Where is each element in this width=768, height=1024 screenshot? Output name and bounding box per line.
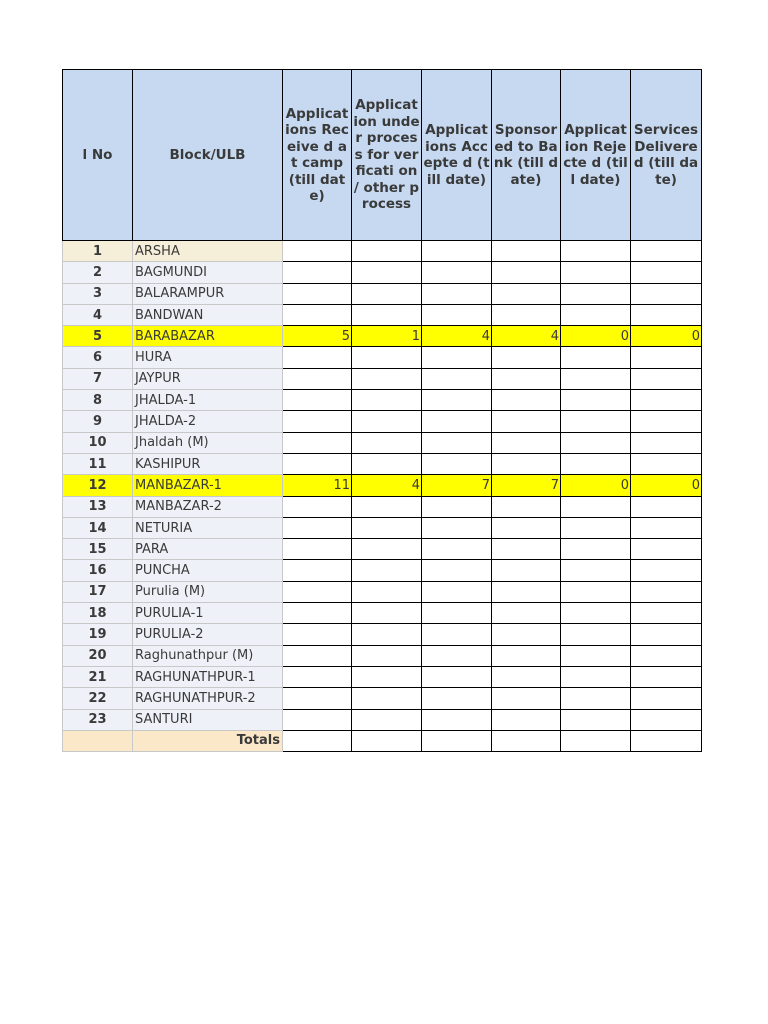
cell-block-name[interactable]: BARABAZAR bbox=[133, 326, 283, 347]
cell-block-name[interactable]: KASHIPUR bbox=[133, 453, 283, 474]
header-rejected-label: Applicat ion Rejecte d (till date) bbox=[563, 122, 628, 188]
cell-accepted[interactable] bbox=[422, 283, 492, 304]
cell-sl-no[interactable]: 9 bbox=[63, 411, 133, 432]
cell-block-name[interactable]: JAYPUR bbox=[133, 368, 283, 389]
cell-accepted[interactable] bbox=[422, 496, 492, 517]
header-received-label: Applicat ions Receive d at camp (till date) bbox=[285, 105, 349, 204]
cell-received[interactable] bbox=[283, 645, 352, 666]
cell-block-name[interactable]: RAGHUNATHPUR-1 bbox=[133, 666, 283, 687]
cell-accepted[interactable] bbox=[422, 347, 492, 368]
cell-delivered[interactable] bbox=[631, 496, 702, 517]
cell-under-process[interactable] bbox=[352, 496, 422, 517]
cell-rejected[interactable] bbox=[561, 411, 631, 432]
cell-under-process[interactable] bbox=[352, 603, 422, 624]
cell-under-process[interactable] bbox=[352, 411, 422, 432]
cell-sl-no[interactable]: 11 bbox=[63, 453, 133, 474]
cell-sponsored[interactable] bbox=[492, 262, 561, 283]
cell-delivered[interactable] bbox=[631, 347, 702, 368]
table-row bbox=[63, 368, 702, 389]
cell-accepted[interactable] bbox=[422, 304, 492, 325]
cell-received[interactable] bbox=[283, 688, 352, 709]
cell-under-process[interactable] bbox=[352, 241, 422, 262]
cell-under-process[interactable] bbox=[352, 517, 422, 538]
cell-delivered[interactable] bbox=[631, 709, 702, 730]
cell-block-name[interactable]: PURULIA-1 bbox=[133, 603, 283, 624]
cell-accepted[interactable] bbox=[422, 624, 492, 645]
cell-delivered[interactable] bbox=[631, 283, 702, 304]
cell-rejected[interactable] bbox=[561, 688, 631, 709]
cell-delivered[interactable] bbox=[631, 624, 702, 645]
cell-received[interactable] bbox=[283, 304, 352, 325]
cell-delivered[interactable] bbox=[631, 262, 702, 283]
cell-sponsored[interactable] bbox=[492, 645, 561, 666]
cell-rejected[interactable] bbox=[561, 645, 631, 666]
cell-block-name[interactable]: ARSHA bbox=[133, 241, 283, 262]
cell-block-name[interactable]: MANBAZAR-1 bbox=[133, 475, 283, 496]
cell-sponsored[interactable] bbox=[492, 709, 561, 730]
cell-rejected[interactable] bbox=[561, 539, 631, 560]
cell-accepted[interactable] bbox=[422, 411, 492, 432]
cell-sponsored[interactable] bbox=[492, 432, 561, 453]
totals-cell-rejected[interactable] bbox=[561, 730, 631, 751]
cell-block-name[interactable]: PURULIA-2 bbox=[133, 624, 283, 645]
cell-block-name[interactable]: RAGHUNATHPUR-2 bbox=[133, 688, 283, 709]
cell-sl-no[interactable]: 7 bbox=[63, 368, 133, 389]
cell-rejected[interactable] bbox=[561, 624, 631, 645]
cell-accepted[interactable] bbox=[422, 645, 492, 666]
cell-sponsored[interactable] bbox=[492, 453, 561, 474]
cell-sponsored[interactable] bbox=[492, 581, 561, 602]
header-sl-no-label: l No bbox=[82, 146, 113, 163]
header-accepted-label: Applicat ions Accepte d (till date) bbox=[423, 122, 490, 188]
cell-delivered[interactable] bbox=[631, 411, 702, 432]
cell-received[interactable] bbox=[283, 517, 352, 538]
header-sponsored[interactable] bbox=[492, 70, 561, 241]
cell-rejected[interactable] bbox=[561, 496, 631, 517]
cell-under-process[interactable] bbox=[352, 347, 422, 368]
cell-under-process[interactable] bbox=[352, 560, 422, 581]
totals-cell-delivered[interactable] bbox=[631, 730, 702, 751]
cell-received[interactable] bbox=[283, 453, 352, 474]
cell-sl-no[interactable]: 8 bbox=[63, 390, 133, 411]
report-table bbox=[62, 69, 702, 752]
cell-block-name[interactable]: MANBAZAR-2 bbox=[133, 496, 283, 517]
table-row bbox=[63, 283, 702, 304]
totals-sl-cell[interactable] bbox=[63, 730, 133, 751]
table-row bbox=[63, 709, 702, 730]
cell-sl-no[interactable]: 5 bbox=[63, 326, 133, 347]
cell-sl-no[interactable]: 2 bbox=[63, 262, 133, 283]
totals-label[interactable]: Totals bbox=[133, 730, 283, 751]
cell-delivered[interactable] bbox=[631, 666, 702, 687]
cell-under-process[interactable] bbox=[352, 304, 422, 325]
cell-sl-no[interactable]: 1 bbox=[63, 241, 133, 262]
cell-under-process[interactable]: 4 bbox=[352, 475, 422, 496]
cell-accepted[interactable] bbox=[422, 262, 492, 283]
cell-delivered[interactable]: 0 bbox=[631, 326, 702, 347]
cell-under-process[interactable] bbox=[352, 539, 422, 560]
table-row bbox=[63, 603, 702, 624]
cell-accepted[interactable]: 4 bbox=[422, 326, 492, 347]
cell-sl-no[interactable]: 19 bbox=[63, 624, 133, 645]
cell-sponsored[interactable] bbox=[492, 603, 561, 624]
cell-rejected[interactable] bbox=[561, 666, 631, 687]
cell-delivered[interactable] bbox=[631, 432, 702, 453]
cell-delivered[interactable] bbox=[631, 688, 702, 709]
cell-sponsored[interactable] bbox=[492, 304, 561, 325]
cell-sl-no[interactable]: 21 bbox=[63, 666, 133, 687]
cell-rejected[interactable]: 0 bbox=[561, 475, 631, 496]
cell-accepted[interactable] bbox=[422, 688, 492, 709]
cell-sponsored[interactable] bbox=[492, 688, 561, 709]
cell-block-name[interactable]: Raghunathpur (M) bbox=[133, 645, 283, 666]
cell-delivered[interactable] bbox=[631, 241, 702, 262]
cell-sl-no[interactable]: 17 bbox=[63, 581, 133, 602]
table-row bbox=[63, 539, 702, 560]
cell-rejected[interactable] bbox=[561, 432, 631, 453]
cell-sl-no[interactable]: 14 bbox=[63, 517, 133, 538]
cell-block-name[interactable]: NETURIA bbox=[133, 517, 283, 538]
header-row bbox=[63, 70, 702, 241]
totals-cell-accepted[interactable] bbox=[422, 730, 492, 751]
cell-sl-no[interactable]: 6 bbox=[63, 347, 133, 368]
cell-block-name[interactable]: PARA bbox=[133, 539, 283, 560]
table-row bbox=[63, 432, 702, 453]
cell-accepted[interactable] bbox=[422, 517, 492, 538]
cell-under-process[interactable] bbox=[352, 283, 422, 304]
cell-sponsored[interactable] bbox=[492, 241, 561, 262]
table-row bbox=[63, 453, 702, 474]
cell-rejected[interactable]: 0 bbox=[561, 326, 631, 347]
cell-block-name[interactable]: JHALDA-2 bbox=[133, 411, 283, 432]
cell-accepted[interactable] bbox=[422, 241, 492, 262]
cell-under-process[interactable] bbox=[352, 368, 422, 389]
cell-block-name[interactable]: BALARAMPUR bbox=[133, 283, 283, 304]
totals-row bbox=[63, 730, 702, 751]
table-row bbox=[63, 411, 702, 432]
cell-delivered[interactable] bbox=[631, 560, 702, 581]
cell-sl-no[interactable]: 23 bbox=[63, 709, 133, 730]
cell-accepted[interactable] bbox=[422, 539, 492, 560]
table-row bbox=[63, 262, 702, 283]
table-row bbox=[63, 688, 702, 709]
cell-delivered[interactable]: 0 bbox=[631, 475, 702, 496]
cell-sponsored[interactable] bbox=[492, 347, 561, 368]
cell-accepted[interactable] bbox=[422, 709, 492, 730]
cell-sponsored[interactable]: 7 bbox=[492, 475, 561, 496]
cell-delivered[interactable] bbox=[631, 581, 702, 602]
totals-cell-sponsored[interactable] bbox=[492, 730, 561, 751]
header-block-ulb-label: Block/ULB bbox=[169, 146, 246, 163]
cell-delivered[interactable] bbox=[631, 304, 702, 325]
cell-sponsored[interactable]: 4 bbox=[492, 326, 561, 347]
cell-sl-no[interactable]: 3 bbox=[63, 283, 133, 304]
table-row bbox=[63, 241, 702, 262]
table-row bbox=[63, 496, 702, 517]
table-row bbox=[63, 304, 702, 325]
cell-received[interactable] bbox=[283, 709, 352, 730]
cell-delivered[interactable] bbox=[631, 368, 702, 389]
cell-sl-no[interactable]: 15 bbox=[63, 539, 133, 560]
cell-block-name[interactable]: PUNCHA bbox=[133, 560, 283, 581]
header-delivered-label: Services Delivere d (till date) bbox=[633, 122, 699, 188]
cell-received[interactable] bbox=[283, 603, 352, 624]
cell-delivered[interactable] bbox=[631, 603, 702, 624]
cell-rejected[interactable] bbox=[561, 581, 631, 602]
cell-sponsored[interactable] bbox=[492, 517, 561, 538]
cell-rejected[interactable] bbox=[561, 453, 631, 474]
cell-sponsored[interactable] bbox=[492, 624, 561, 645]
header-accepted[interactable] bbox=[422, 70, 492, 241]
cell-delivered[interactable] bbox=[631, 645, 702, 666]
cell-under-process[interactable] bbox=[352, 709, 422, 730]
cell-sl-no[interactable]: 18 bbox=[63, 603, 133, 624]
table-row bbox=[63, 560, 702, 581]
cell-block-name[interactable]: BAGMUNDI bbox=[133, 262, 283, 283]
cell-rejected[interactable] bbox=[561, 304, 631, 325]
cell-rejected[interactable] bbox=[561, 368, 631, 389]
cell-accepted[interactable] bbox=[422, 666, 492, 687]
cell-received[interactable]: 11 bbox=[283, 475, 352, 496]
cell-sl-no[interactable]: 13 bbox=[63, 496, 133, 517]
cell-under-process[interactable] bbox=[352, 262, 422, 283]
header-received[interactable] bbox=[283, 70, 352, 241]
totals-cell-received[interactable] bbox=[283, 730, 352, 751]
cell-block-name[interactable]: JHALDA-1 bbox=[133, 390, 283, 411]
cell-sl-no[interactable]: 16 bbox=[63, 560, 133, 581]
cell-sl-no[interactable]: 20 bbox=[63, 645, 133, 666]
cell-delivered[interactable] bbox=[631, 539, 702, 560]
cell-sl-no[interactable]: 4 bbox=[63, 304, 133, 325]
cell-accepted[interactable]: 7 bbox=[422, 475, 492, 496]
cell-accepted[interactable] bbox=[422, 603, 492, 624]
cell-sponsored[interactable] bbox=[492, 496, 561, 517]
cell-received[interactable] bbox=[283, 241, 352, 262]
cell-block-name[interactable]: BANDWAN bbox=[133, 304, 283, 325]
cell-received[interactable] bbox=[283, 581, 352, 602]
cell-under-process[interactable] bbox=[352, 453, 422, 474]
cell-received[interactable] bbox=[283, 432, 352, 453]
table-body bbox=[63, 241, 702, 752]
cell-received[interactable] bbox=[283, 390, 352, 411]
cell-under-process[interactable] bbox=[352, 390, 422, 411]
cell-under-process[interactable] bbox=[352, 645, 422, 666]
cell-received[interactable] bbox=[283, 283, 352, 304]
cell-sponsored[interactable] bbox=[492, 560, 561, 581]
cell-rejected[interactable] bbox=[561, 603, 631, 624]
cell-under-process[interactable] bbox=[352, 666, 422, 687]
cell-sponsored[interactable] bbox=[492, 411, 561, 432]
header-delivered[interactable] bbox=[631, 70, 702, 241]
cell-accepted[interactable] bbox=[422, 432, 492, 453]
cell-under-process[interactable]: 1 bbox=[352, 326, 422, 347]
cell-delivered[interactable] bbox=[631, 390, 702, 411]
cell-rejected[interactable] bbox=[561, 560, 631, 581]
cell-received[interactable] bbox=[283, 496, 352, 517]
header-under-process-label: Applicat ion under process for verficati on / other process bbox=[353, 97, 420, 213]
cell-rejected[interactable] bbox=[561, 517, 631, 538]
table-row bbox=[63, 326, 702, 347]
totals-cell-under-process[interactable] bbox=[352, 730, 422, 751]
cell-received[interactable] bbox=[283, 539, 352, 560]
cell-sl-no[interactable]: 10 bbox=[63, 432, 133, 453]
table-row bbox=[63, 390, 702, 411]
cell-received[interactable] bbox=[283, 368, 352, 389]
cell-sponsored[interactable] bbox=[492, 368, 561, 389]
cell-accepted[interactable] bbox=[422, 368, 492, 389]
cell-received[interactable] bbox=[283, 666, 352, 687]
cell-under-process[interactable] bbox=[352, 581, 422, 602]
header-under-process[interactable] bbox=[352, 70, 422, 241]
table-row bbox=[63, 517, 702, 538]
cell-rejected[interactable] bbox=[561, 390, 631, 411]
header-sl-no[interactable] bbox=[63, 70, 133, 241]
cell-accepted[interactable] bbox=[422, 581, 492, 602]
cell-block-name[interactable]: Jhaldah (M) bbox=[133, 432, 283, 453]
cell-delivered[interactable] bbox=[631, 517, 702, 538]
cell-sponsored[interactable] bbox=[492, 283, 561, 304]
cell-under-process[interactable] bbox=[352, 688, 422, 709]
cell-received[interactable] bbox=[283, 624, 352, 645]
cell-block-name[interactable]: SANTURI bbox=[133, 709, 283, 730]
cell-rejected[interactable] bbox=[561, 347, 631, 368]
cell-accepted[interactable] bbox=[422, 390, 492, 411]
cell-received[interactable] bbox=[283, 262, 352, 283]
header-block-ulb[interactable] bbox=[133, 70, 283, 241]
table-row bbox=[63, 581, 702, 602]
cell-rejected[interactable] bbox=[561, 262, 631, 283]
cell-received[interactable] bbox=[283, 411, 352, 432]
cell-under-process[interactable] bbox=[352, 624, 422, 645]
cell-sponsored[interactable] bbox=[492, 539, 561, 560]
table-row bbox=[63, 475, 702, 496]
cell-received[interactable] bbox=[283, 347, 352, 368]
cell-received[interactable]: 5 bbox=[283, 326, 352, 347]
header-sponsored-label: Sponsor ed to Bank (till date) bbox=[493, 122, 559, 188]
cell-delivered[interactable] bbox=[631, 453, 702, 474]
cell-block-name[interactable]: HURA bbox=[133, 347, 283, 368]
header-rejected[interactable] bbox=[561, 70, 631, 241]
cell-accepted[interactable] bbox=[422, 453, 492, 474]
cell-rejected[interactable] bbox=[561, 283, 631, 304]
cell-sponsored[interactable] bbox=[492, 666, 561, 687]
table-row bbox=[63, 645, 702, 666]
cell-block-name[interactable]: Purulia (M) bbox=[133, 581, 283, 602]
table-row bbox=[63, 624, 702, 645]
cell-sl-no[interactable]: 22 bbox=[63, 688, 133, 709]
cell-sl-no[interactable]: 12 bbox=[63, 475, 133, 496]
table-row bbox=[63, 347, 702, 368]
cell-rejected[interactable] bbox=[561, 709, 631, 730]
cell-accepted[interactable] bbox=[422, 560, 492, 581]
cell-sponsored[interactable] bbox=[492, 390, 561, 411]
table-row bbox=[63, 666, 702, 687]
cell-under-process[interactable] bbox=[352, 432, 422, 453]
cell-rejected[interactable] bbox=[561, 241, 631, 262]
cell-received[interactable] bbox=[283, 560, 352, 581]
